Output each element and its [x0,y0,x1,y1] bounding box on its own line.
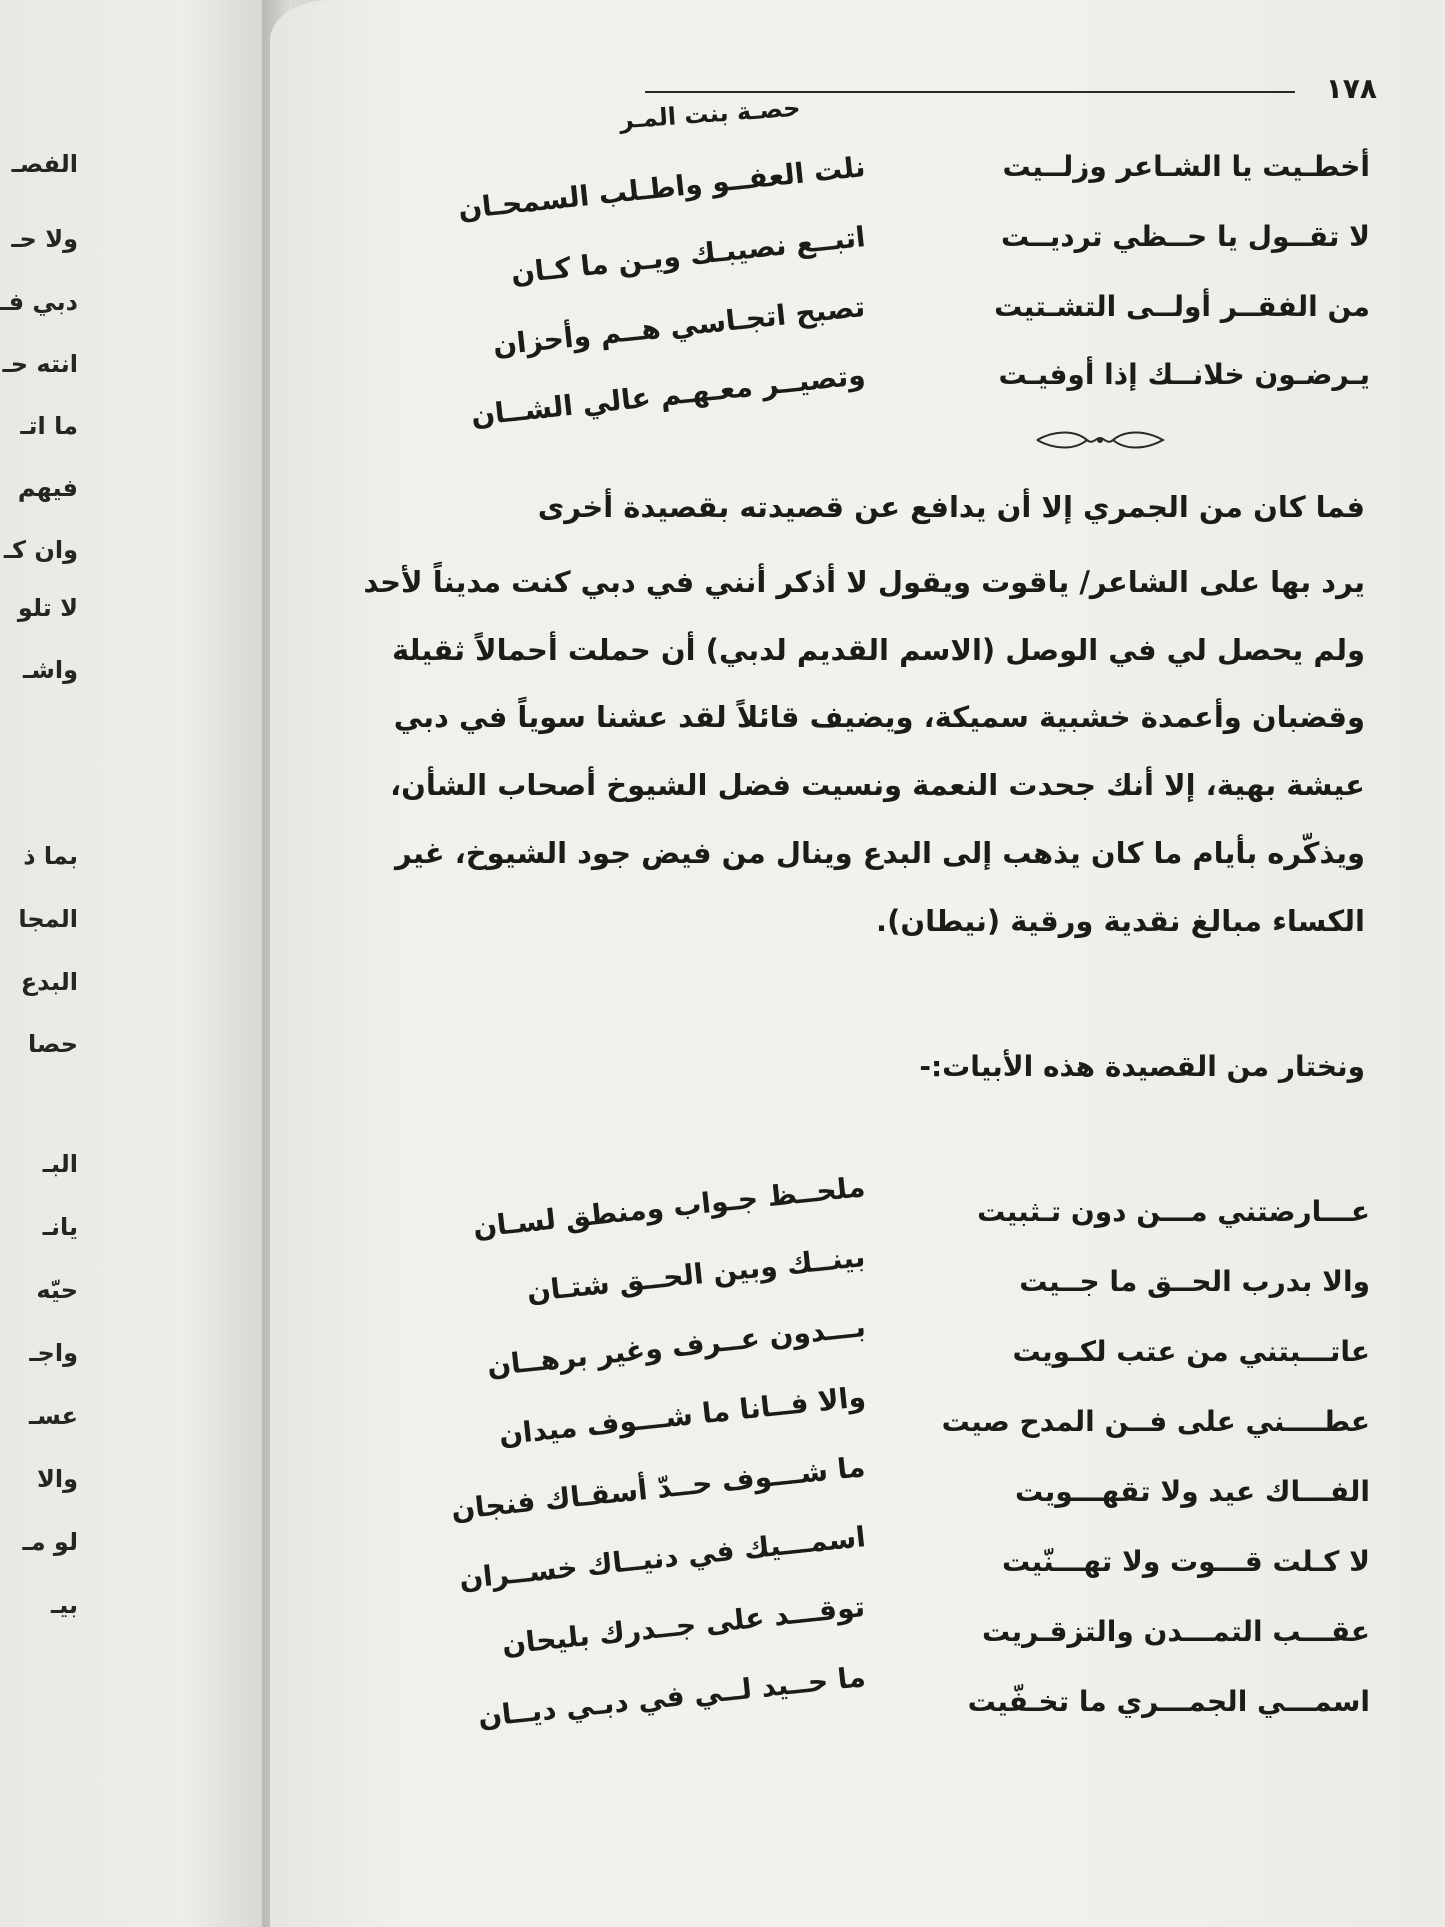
left-page-fragment: حيّه [36,1276,78,1304]
right-page [270,0,1445,1927]
paragraph-line: وقضبان وأعمدة خشبية سميكة، ويضيف قائلاً لقد عشنا سوياً في دبي [393,700,1365,734]
poem2-first-hemistich: عقـــب التمـــدن والتزقـريت [981,1615,1370,1648]
paragraph-line: الكساء مبالغ نقدية ورقية (نيطان). [876,904,1365,938]
left-page-fragment: البدع [20,968,78,996]
left-page-fragment: الفصـ [11,150,78,178]
left-page-fragment: لا تلو [17,594,78,622]
poem2-first-hemistich: عـــارضتني مـــن دون تـثبيت [977,1195,1370,1228]
ornament-divider-icon [1035,428,1165,452]
poem2-second-hemistich: بـــدون عــرف وغير برهــان [484,1310,867,1383]
left-page-fragment: دبي فـ [0,288,78,316]
paragraph-line: يرد بها على الشاعر/ ياقوت ويقول لا أذكر أنني في دبي كنت مديناً لأحد [363,565,1365,599]
left-page-fragment: ولا حـ [11,225,78,253]
left-page-fragment: يانـ [42,1213,78,1241]
left-page [0,0,268,1927]
poem2-first-hemistich: والا بدرب الحــق ما جــيت [1019,1265,1370,1298]
poem2-first-hemistich: لا كـلت قـــوت ولا تهـــنّيت [1002,1545,1370,1578]
poem2-second-hemistich: ملحــظ جـواب ومنطق لسـان [471,1170,867,1245]
poem2-first-hemistich: اسمـــي الجمـــري ما تخـفّيت [967,1685,1370,1718]
left-page-fragment: واشـ [23,656,78,684]
left-page-fragment: بما ذ [23,842,78,870]
left-page-fragment: والا [36,1465,78,1493]
poem1-first-hemistich: من الفقــر أولــى التشـتيت [994,290,1370,323]
poem1-first-hemistich: لا تقــول يا حــظي ترديــت [1000,220,1370,253]
poem2-second-hemistich: والا فــانا ما شـــوف ميدان [496,1380,867,1452]
left-page-fragment: فيهم [17,474,78,502]
poem1-second-hemistich: تصبح اتجـاسي هــم وأحزان [491,290,867,362]
header-rule [645,91,1295,93]
poem2-second-hemistich: بينــك وبين الحــق شتـان [525,1240,867,1309]
left-page-fragment: عسـ [28,1402,78,1430]
poem2-first-hemistich: عاتـــبتني من عتب لكـويت [1012,1335,1370,1368]
running-title: حصـة بنت المـر [618,93,802,135]
paragraph-line: فما كان من الجمري إلا أن يدافع عن قصيدته بقصيدة أخرى [537,490,1365,524]
left-page-fragment: واجـ [29,1339,78,1367]
paragraph-line: ويذكّره بأيام ما كان يذهب إلى البدع وينال من فيض جود الشيوخ، غير [394,836,1365,870]
poem1-second-hemistich: وتصيــر معـهـم عالي الشــان [469,358,867,433]
poem1-first-hemistich: أخطـيت يا الشـاعر وزلــيت [1002,150,1370,183]
poem2-second-hemistich: اسمـــيك في دنيــاك خســران [457,1520,867,1596]
left-page-fragment: المجا [18,905,78,933]
poem1-second-hemistich: نلت العفــو واطـلب السمحـان [456,150,867,226]
poem2-first-hemistich: الفـــاك عيد ولا تقهـــويت [1015,1475,1370,1508]
left-page-fragment: لو مـ [22,1528,78,1556]
page-number: ١٧٨ [1325,72,1377,105]
poem2-second-hemistich: ما شـــوف حــدّ أسقـاك فنجان [449,1450,867,1527]
poem1-first-hemistich: يـرضـون خلانــك إذا أوفيـت [998,358,1370,391]
poem2-second-hemistich: توقـــد على جــدرك بليحان [500,1590,867,1662]
left-page-fragment: وان كـ [3,536,78,564]
left-page-fragment: البـ [42,1150,78,1178]
poem-intro: ونختار من القصيدة هذه الأبيات:- [919,1050,1365,1083]
left-page-fragment: ما اتـ [20,412,78,440]
paragraph-line: عيشة بهية، إلا أنك جحدت النعمة ونسيت فضل الشيوخ أصحاب الشأن، [390,768,1365,802]
paragraph-line: ولم يحصل لي في الوصل (الاسم القديم لدبي) أن حملت أحمالاً ثقيلة [391,633,1365,667]
left-page-fragment: انته حـ [2,350,78,378]
left-page-fragment: بيـ [50,1591,78,1619]
poem1-second-hemistich: اتبــع نصيبـك ويـن ما كـان [509,220,867,291]
left-page-fragment: حصا [28,1030,78,1058]
poem2-first-hemistich: عطــــني على فــن المدح صيت [941,1405,1370,1438]
poem2-second-hemistich: ما حــيد لــي في دبـي ديــان [476,1660,867,1734]
